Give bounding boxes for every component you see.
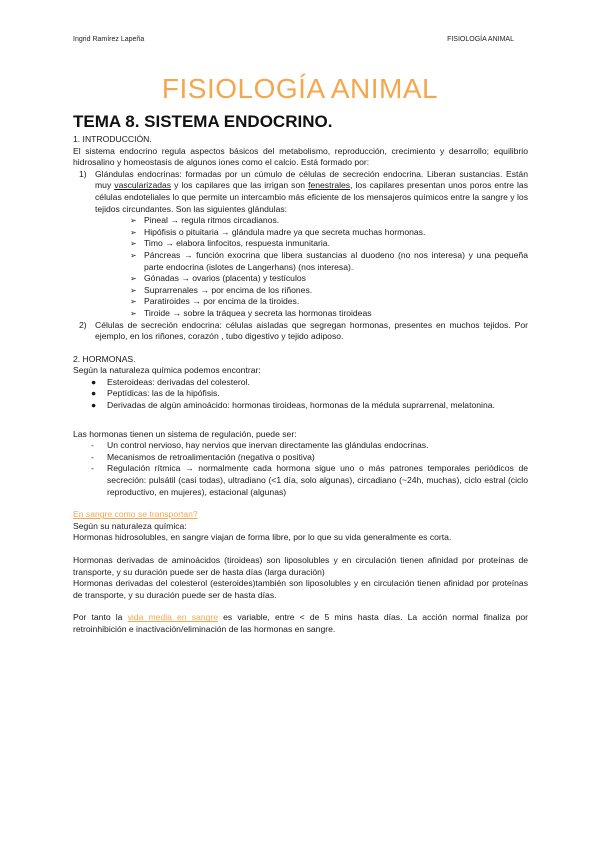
list-item	[73, 238, 528, 250]
transport-link[interactable]: En sangre como se transportan?	[73, 509, 198, 520]
arrow-bullet-icon: ➢	[130, 227, 137, 237]
section-1-heading: 1. INTRODUCCIÓN.	[73, 134, 152, 144]
gland-list	[73, 215, 528, 319]
header-subject: FISIOLOGÍA ANIMAL	[447, 36, 514, 43]
list-item	[73, 388, 528, 400]
document-title: FISIOLOGÍA ANIMAL	[161, 73, 439, 104]
gland-text: Pineal → regula ritmos circadianos.	[144, 215, 280, 226]
regulation-text: Mecanismos de retroalimentación (negativa o positiva)	[107, 451, 315, 462]
bullet-dot-icon: ●	[91, 388, 97, 399]
bullet-dot-icon: ●	[91, 400, 97, 411]
item-1-text-a: Glándulas endocrinas: formadas por un cúmulo de células de secreción endocrina. Liberan sustancias. Están muy	[95, 168, 528, 191]
list-item	[73, 463, 528, 498]
document-body	[73, 112, 528, 636]
section-2-intro: Según la naturaleza química podemos encontrar:	[73, 365, 261, 376]
item-1-text-b: y los capilares que las irrigan son	[171, 180, 309, 191]
gland-text: Páncreas → función exocrina que libera sustancias al duodeno (no nos interesa) y una pequeña parte endocrina (islotes de Langerhans) (nos interesa).	[144, 249, 528, 272]
list-item	[73, 296, 528, 308]
list-item	[73, 250, 528, 273]
numbered-item-2	[73, 320, 528, 343]
regulation-text: Regulación rítmica → normalmente cada hormona sigue uno o más patrones temporales periódicos de secreción: pulsátil (casi todas), ultradiano (<1 día, solo algunas), circadiano (~24h, muchas), ciclo estral (ciclo reproductivo, en mujeres), estacional (algunas)	[107, 463, 528, 497]
arrow-bullet-icon: ➢	[130, 274, 137, 284]
tema-heading: TEMA 8. SISTEMA ENDOCRINO.	[73, 112, 333, 131]
transport-subheading: Según su naturaleza química:	[73, 520, 187, 531]
list-item	[73, 400, 528, 412]
list-item	[73, 440, 528, 452]
header-author: Ingrid Ramírez Lapeña	[73, 36, 145, 43]
dash-bullet-icon: -	[91, 463, 94, 474]
list-item	[73, 273, 528, 285]
dash-bullet-icon: -	[91, 451, 94, 462]
hormone-type-list	[73, 377, 528, 412]
gland-text: Timo → elabora linfocitos, respuesta inmunitaria.	[144, 238, 330, 249]
gland-text: Gónadas → ovarios (placenta) y testículos	[144, 273, 306, 284]
list-item	[73, 452, 528, 464]
bullet-dot-icon: ●	[91, 376, 97, 387]
list-item	[73, 227, 528, 239]
item-2-text: Células de secreción endocrina: células aisladas que segregan hormonas, presentes en muchos tejidos. Por ejemplo, en los riñones, corazón , tubo digestivo y tejido adiposo.	[95, 319, 528, 342]
item-number: 1)	[79, 168, 87, 179]
arrow-bullet-icon: ➢	[130, 308, 137, 318]
cholesterol-paragraph: Hormonas derivadas del colesterol (esteroides)también son liposolubles y en circulación tienen afinidad por proteínas de transporte, y su duración puede ser de hasta días.	[73, 578, 528, 600]
section-1-intro: El sistema endocrino regula aspectos básicos del metabolismo, reproducción, crecimiento y desarrollo; equilibrio hidrosalino y homeostasis de algunos iones como el calcio. Está formado por:	[73, 145, 528, 168]
arrow-bullet-icon: ➢	[130, 285, 137, 295]
underlined-term-vascularizadas: vascularizadas	[114, 180, 172, 191]
dash-bullet-icon: -	[91, 440, 94, 451]
gland-text: Tiroide → sobre la tráquea y secreta las hormonas tiroideas	[144, 307, 372, 318]
underlined-term-fenestrales: fenestrales	[308, 180, 351, 191]
arrow-bullet-icon: ➢	[130, 297, 137, 307]
list-item	[73, 308, 528, 320]
regulation-list	[73, 440, 528, 498]
item-number: 2)	[79, 319, 87, 330]
conclusion-text-b: es variable, entre < de 5 mins hasta días. La acción normal finaliza por retroinhibición e inactivación/eliminación de las hormonas en sangre.	[73, 612, 528, 634]
arrow-bullet-icon: ➢	[130, 250, 137, 260]
arrow-bullet-icon: ➢	[130, 239, 137, 249]
item-1-text-c: , los capilares presentan unos poros entre las células endoteliales lo que permite un intercambio más eficiente de los mensajeros químicos entre la sangre y los tejidos circundantes. Son las siguientes glándulas:	[95, 180, 528, 214]
conclusion-text-a: Por tanto la	[73, 612, 128, 623]
arrow-bullet-icon: ➢	[130, 216, 137, 226]
regulation-text: Un control nervioso, hay nervios que inervan directamente las glándulas endocrinas.	[107, 440, 429, 451]
hydrosoluble-paragraph: Hormonas hidrosolubles, en sangre viajan de forma libre, por lo que su vida generalmente es corta.	[73, 532, 452, 543]
amino-paragraph: Hormonas derivadas de aminoácidos (tiroideas) son liposolubles y en circulación tienen afinidad por proteínas de transporte, y su duración puede ser de hasta días (larga duración)	[73, 555, 528, 577]
list-item	[73, 215, 528, 227]
half-life-link[interactable]: vida media en sangre	[127, 612, 218, 623]
regulation-intro: Las hormonas tienen un sistema de regulación, puede ser:	[73, 428, 297, 439]
section-2-heading: 2. HORMONAS.	[73, 353, 136, 364]
gland-text: Paratiroides → por encima de la tiroides.	[144, 296, 300, 307]
type-text: Esteroideas: derivadas del colesterol.	[107, 376, 250, 387]
numbered-item-1	[73, 169, 528, 215]
type-text: Derivadas de algún aminoácido: hormonas tiroideas, hormonas de la médula suprarrenal, melatonina.	[107, 400, 495, 411]
gland-text: Hipófisis o pituitaria → glándula madre ya que secreta muchas hormonas.	[144, 226, 426, 237]
conclusion-paragraph	[73, 612, 528, 635]
list-item	[73, 285, 528, 297]
type-text: Peptídicas: las de la hipófisis.	[107, 388, 220, 399]
gland-text: Suprarrenales → por encima de los riñones.	[144, 284, 313, 295]
list-item	[73, 377, 528, 389]
